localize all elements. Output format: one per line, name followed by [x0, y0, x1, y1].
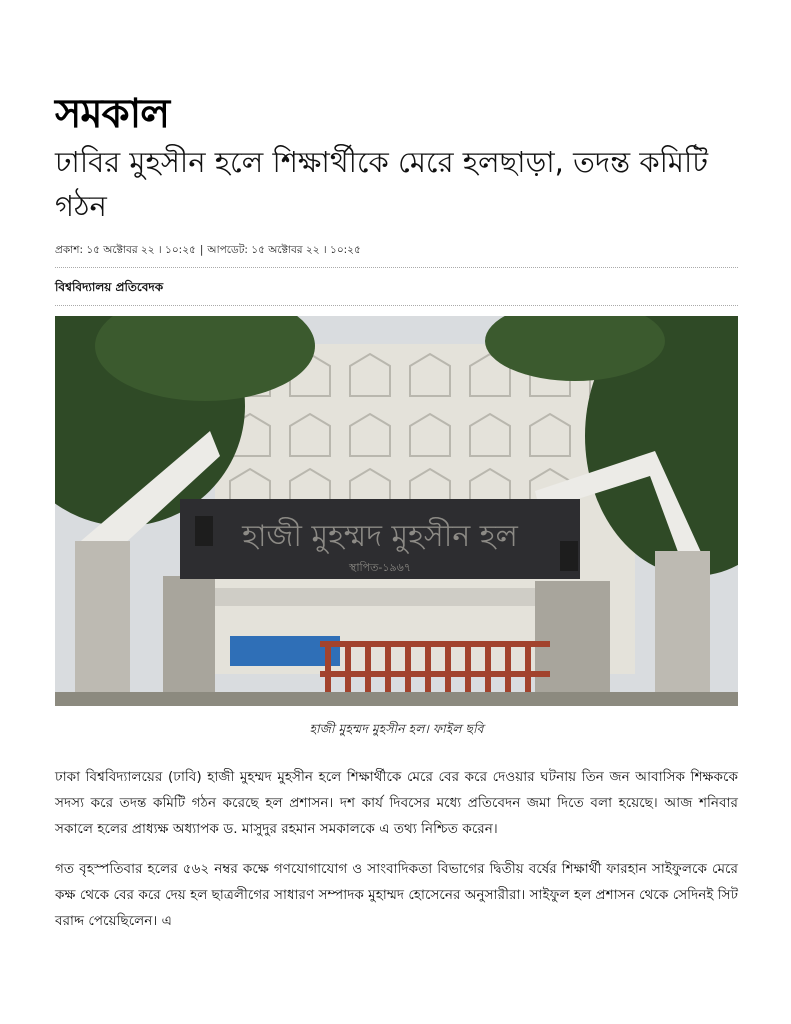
byline: বিশ্ববিদ্যালয় প্রতিবেদক — [55, 280, 164, 294]
divider — [55, 305, 738, 306]
photo-caption: হাজী মুহম্মদ মুহসীন হল। ফাইল ছবি — [309, 721, 484, 736]
article-paragraph: গত বৃহস্পতিবার হলের ৫৬২ নম্বর কক্ষে গণযোগাযোগ ও সাংবাদিকতা বিভাগের দ্বিতীয় বর্ষের শিক্ষার্থী ফারহান সাইফুলকে মেরে কক্ষ থেকে বের করে দেয় হল ছাত্রলীগের সাধারণ সম্পাদক মুহাম্মদ হোসেনের অনুসারীরা। সাইফুল হল প্রশাসন থেকে সেদিনই সিট বরাদ্দ পেয়েছিলেন। এ — [55, 861, 738, 929]
updated-time: আপডেট: ১৫ অক্টোবর ২২ । ১০:২৫ — [207, 244, 361, 256]
lamp-right — [560, 541, 578, 571]
article-paragraph: ঢাকা বিশ্ববিদ্যালয়ের (ঢাবি) হাজী মুহম্মদ মুহসীন হলে শিক্ষার্থীকে মেরে বের করে দেওয়ার ঘটনায় তিন জন আবাসিক শিক্ষককে সদস্য করে তদন্ত কমিটি গঠন করেছে হল প্রশাসন। দশ কার্য দিবসের মধ্যে প্রতিবেদন জমা দিতে বলা হয়েছে। আজ শনিবার সকালে হলের প্রাধ্যক্ষ অধ্যাপক ড. মাসুদুর রহমান সমকালকে এ তথ্য নিশ্চিত করেন। — [55, 769, 738, 837]
gate-pillar-left — [75, 541, 130, 706]
published-time: প্রকাশ: ১৫ অক্টোবর ২২ । ১০:২৫ — [55, 244, 196, 256]
masthead-logo[interactable]: সমকাল — [55, 90, 170, 137]
divider — [55, 267, 738, 268]
gate-subsign-text: স্থাপিত-১৯৬৭ — [349, 561, 411, 574]
photo-illustration — [55, 316, 738, 706]
article-meta — [55, 242, 738, 258]
photo-awning — [230, 636, 340, 666]
lamp-left — [195, 516, 213, 546]
photo-ground — [55, 692, 738, 706]
article-headline: ঢাবির মুহসীন হলে শিক্ষার্থীকে মেরে হলছাড়া, তদন্ত কমিটি গঠন — [55, 145, 709, 223]
article-page — [55, 92, 738, 934]
meta-separator: | — [199, 244, 204, 256]
article-photo — [55, 316, 738, 706]
gate-sign-text: হাজী মুহম্মদ মুহসীন হল — [242, 519, 518, 554]
